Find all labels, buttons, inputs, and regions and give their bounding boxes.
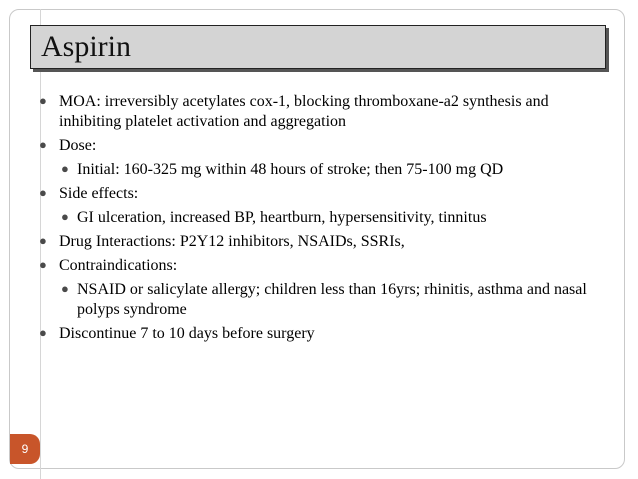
bullet-moa [34, 92, 606, 132]
sub-bullet-text: Initial: 160-325 mg within 48 hours of stroke; then 75-100 mg QD [77, 161, 504, 178]
bullet-dose [34, 136, 606, 156]
page-number: 9 [21, 442, 29, 456]
bullet-dot-icon: ● [61, 161, 69, 176]
bullet-dot-icon: ● [39, 325, 47, 340]
bullet-list [34, 92, 606, 348]
bullet-dot-icon: ● [39, 233, 47, 248]
sub-bullet-text: NSAID or salicylate allergy; children less than 16yrs; rhinitis, asthma and nasal polyps syndrome [77, 281, 587, 318]
slide-title: Aspirin [41, 30, 131, 63]
title-box [30, 25, 606, 69]
bullet-contraindications [34, 256, 606, 276]
bullet-dot-icon: ● [39, 185, 47, 200]
page-number-badge [10, 434, 40, 464]
bullet-text: Contraindications: [59, 257, 178, 274]
bullet-text: Side effects: [59, 185, 139, 202]
sub-bullet-text: GI ulceration, increased BP, heartburn, hypersensitivity, tinnitus [77, 209, 487, 226]
bullet-dot-icon: ● [61, 209, 69, 224]
bullet-discontinue [34, 324, 606, 344]
bullet-text: MOA: irreversibly acetylates cox-1, blocking thromboxane-a2 synthesis and inhibiting platelet activation and aggregation [59, 93, 549, 130]
bullet-dot-icon: ● [39, 93, 47, 108]
sub-bullet-dose-initial [59, 160, 606, 180]
bullet-text: Discontinue 7 to 10 days before surgery [59, 325, 315, 342]
bullet-text: Drug Interactions: P2Y12 inhibitors, NSAIDs, SSRIs, [59, 233, 405, 250]
bullet-dot-icon: ● [39, 137, 47, 152]
bullet-text: Dose: [59, 137, 97, 154]
sub-bullet-side-effects-list [59, 208, 606, 228]
bullet-drug-interactions [34, 232, 606, 252]
bullet-dot-icon: ● [39, 257, 47, 272]
bullet-side-effects [34, 184, 606, 204]
sub-bullet-contraindications-list [59, 280, 606, 320]
bullet-dot-icon: ● [61, 281, 69, 296]
